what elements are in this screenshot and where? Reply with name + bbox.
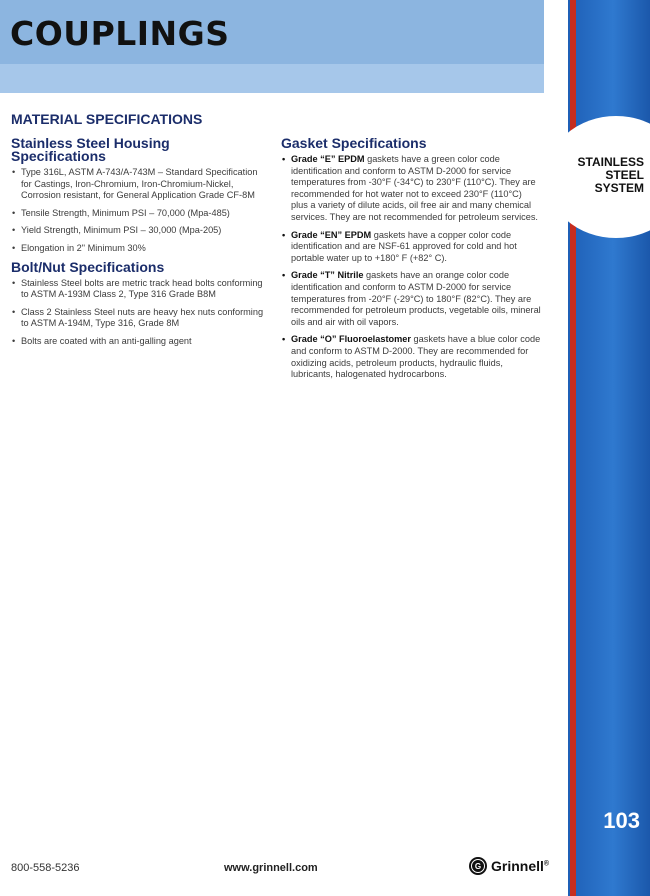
grinnell-logo <box>468 856 549 876</box>
boltnut-list <box>11 278 266 348</box>
housing-heading-line-2: Specifications <box>11 148 106 164</box>
header-band <box>0 0 544 93</box>
gasket-grade: Grade “T” Nitrile <box>291 270 364 281</box>
gasket-grade: Grade “EN” EPDM <box>291 229 372 240</box>
housing-list <box>11 167 266 255</box>
boltnut-heading: Bolt/Nut Specifications <box>11 258 165 275</box>
list-item: • Bolts are coated with an anti-galling agent <box>11 336 266 348</box>
gasket-description: gaskets have a blue color code and conform to ASTM D-2000. They are recommended for oxidizing acids, petroleum products, hydraulic fluids, lubricants, halogenated hydrocarbons. <box>291 334 541 380</box>
registered-mark: ® <box>543 860 550 868</box>
list-item: • Type 316L, ASTM A-743/A-743M – Standard Specification for Castings, Iron-Chromium, Iron-Chromium-Nickel, Corrosion resistant, for General Application Grade CF-8M <box>11 167 266 202</box>
badge-line-2: STEEL <box>605 168 644 182</box>
grinnell-wordmark <box>491 858 549 874</box>
brand-name: Grinnell <box>491 858 544 874</box>
list-item: • Stainless Steel bolts are metric track head bolts conforming to ASTM A-193M Class 2, Type 316 Grade B8M <box>11 278 266 301</box>
grinnell-logo-icon <box>468 856 488 876</box>
right-column <box>281 137 541 387</box>
badge-line-1: STAINLESS <box>577 155 644 169</box>
left-column <box>11 137 266 354</box>
gasket-description: gaskets have a green color code identification and conform to ASTM D-2000 for service temperatures from -30°F (-34°C) to 230°F (110°C). They are recommended for hot water not to exceed 230°F (110°C) plus a variety of dilute acids, oil free air and many chemical services. They are not recommended for petroleum services. <box>291 154 538 222</box>
gasket-description: gaskets have a copper color code identification and are NSF-61 approved for cold and hot portable water up to +180° F (+82° C). <box>291 229 517 263</box>
list-item <box>281 334 541 380</box>
footer-phone: 800-558-5236 <box>11 862 80 874</box>
page-title: COUPLINGS <box>10 14 230 53</box>
header-lower-band <box>0 64 544 93</box>
gasket-grade: Grade “O” Fluoroelastomer <box>291 334 411 345</box>
list-item: • Elongation in 2" Minimum 30% <box>11 243 266 255</box>
gasket-grade: Grade “E” EPDM <box>291 154 365 164</box>
list-item: • Tensile Strength, Minimum PSI – 70,000 (Mpa-485) <box>11 208 266 220</box>
gasket-description: gaskets have an orange color code identification and conform to ASTM D-2000 for service temperatures from -20°F (-29°C) to 180°F (82°C). They are recommended for petroleum products, vegetable oils, mineral oils and air with oil vapors. <box>291 270 541 327</box>
housing-heading-line-1: Stainless Steel Housing <box>11 135 170 151</box>
list-item <box>281 230 541 265</box>
gasket-heading: Gasket Specifications <box>281 135 427 151</box>
housing-heading <box>11 137 266 163</box>
section-badge-label <box>562 156 644 195</box>
list-item: • Yield Strength, Minimum PSI – 30,000 (Mpa-205) <box>11 225 266 237</box>
list-item <box>281 270 541 328</box>
list-item <box>281 154 541 224</box>
page-number: 103 <box>603 808 640 833</box>
svg-text:G: G <box>474 862 482 871</box>
badge-line-3: SYSTEM <box>594 181 644 195</box>
main-heading: MATERIAL SPECIFICATIONS <box>11 111 203 127</box>
gasket-list <box>281 154 541 381</box>
list-item: • Class 2 Stainless Steel nuts are heavy hex nuts conforming to ASTM A-194M, Type 316, Grade 8M <box>11 307 266 330</box>
footer-website-link[interactable]: www.grinnell.com <box>224 862 318 874</box>
